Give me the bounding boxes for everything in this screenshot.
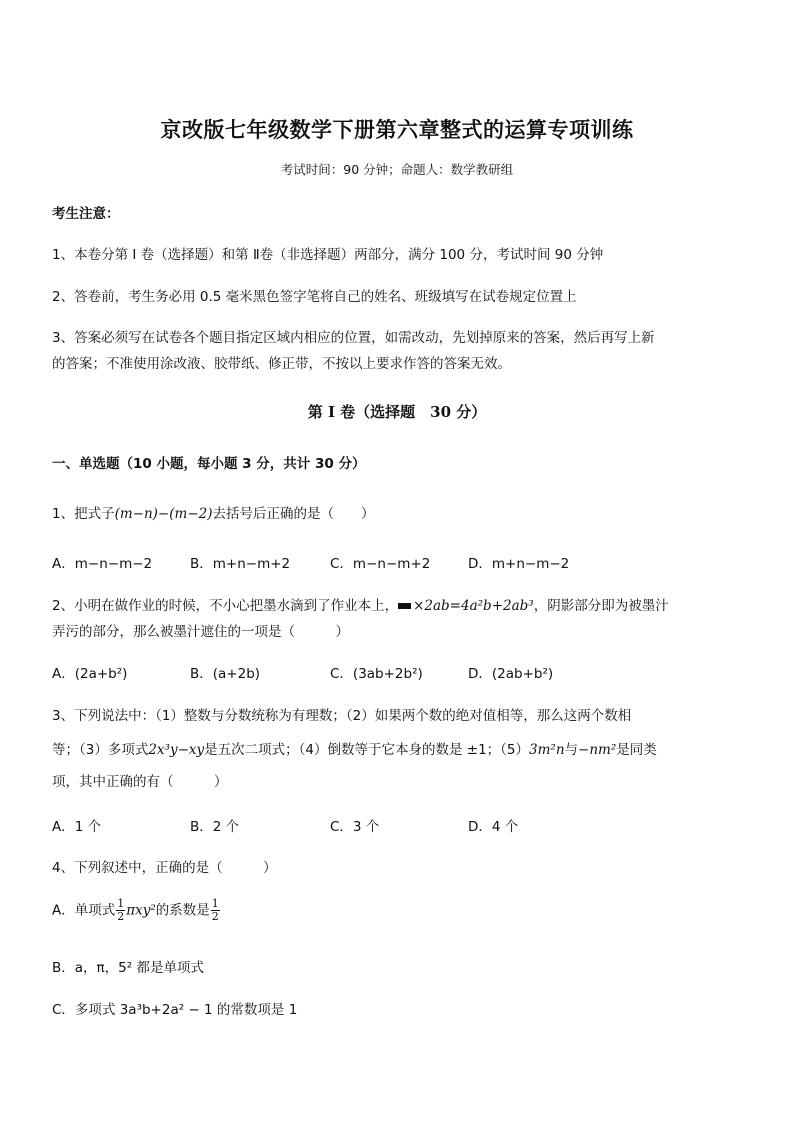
question-3-expression-3: −nm² xyxy=(578,742,617,758)
question-3-line-1: 3、下列说法中：（1）整数与分数统称为有理数；（2）如果两个数的绝对值相等，那么这两个数相 xyxy=(52,708,632,724)
question-2-option-d[interactable]: D．(2ab+b²) xyxy=(468,666,554,682)
question-1-option-c[interactable]: C．m−n−m+2 xyxy=(330,556,431,572)
notice-item-2: 2、答卷前，考生务必用 0.5 毫米黑色签字笔将自己的姓名、班级填写在试卷规定位置上 xyxy=(52,289,577,305)
question-3-expression-1: 2x³y−xy xyxy=(148,742,205,758)
question-3-option-c[interactable]: C．3 个 xyxy=(330,819,380,835)
notice-item-3: 3、答案必须写在试卷各个题目指定区域内相应的位置，如需改动，先划掉原来的答案，然后再写上新 xyxy=(52,330,655,346)
part-title: 一、单选题（10 小题，每小题 3 分，共计 30 分） xyxy=(52,456,366,472)
question-4-option-a-prefix: A．单项式 xyxy=(52,902,116,919)
question-2-line-2: 弄污的部分，那么被墨汁遮住的一项是（ ） xyxy=(52,624,349,640)
question-4-option-b[interactable]: B．a，π，5² 都是单项式 xyxy=(52,960,204,976)
question-2-option-a[interactable]: A．(2a+b²) xyxy=(52,666,128,682)
notice-heading: 考生注意： xyxy=(52,206,120,222)
question-1-prefix: 1、把式子 xyxy=(52,506,115,522)
question-1 xyxy=(52,502,374,522)
question-4-option-a-mid: 的系数是 xyxy=(155,902,210,919)
question-4-option-a-expression: πxy² xyxy=(126,902,156,919)
section-title: 第 I 卷（选择题 30 分） xyxy=(307,403,487,421)
question-2-option-c[interactable]: C．(3ab+2b²) xyxy=(330,666,423,682)
question-3-option-a[interactable]: A．1 个 xyxy=(52,819,102,835)
question-2-line-1 xyxy=(52,594,669,614)
question-4-option-c[interactable]: C．多项式 3a³b+2a² − 1 的常数项是 1 xyxy=(52,1002,298,1018)
question-2-option-b[interactable]: B．(a+2b) xyxy=(190,666,261,682)
notice-item-1: 1、本卷分第 I 卷（选择题）和第 Ⅱ卷（非选择题）两部分，满分 100 分，考试时间 90 分钟 xyxy=(52,247,604,263)
question-2-suffix: ，阴影部分即为被墨汁 xyxy=(533,598,669,614)
question-1-option-d[interactable]: D．m+n−m−2 xyxy=(468,556,570,572)
question-3-line-2 xyxy=(52,738,657,758)
question-3-text-a: 等；（3）多项式 xyxy=(52,742,149,758)
question-3-expression-2: 3m²n xyxy=(529,742,565,758)
ink-blot-icon xyxy=(398,603,411,609)
question-2-prefix: 2、小明在做作业的时候，不小心把墨水滴到了作业本上， xyxy=(52,598,399,614)
exam-info: 考试时间：90 分钟；命题人：数学教研组 xyxy=(280,162,514,177)
question-1-expression: (m−n)−(m−2) xyxy=(114,506,213,522)
question-3-text-b: 是五次二项式；（4）倒数等于它本身的数是 ±1；（5） xyxy=(204,742,530,758)
question-4-stem: 4、下列叙述中，正确的是（ ） xyxy=(52,860,277,876)
page-title: 京改版七年级数学下册第六章整式的运算专项训练 xyxy=(160,117,634,142)
question-4-option-a[interactable] xyxy=(52,898,221,923)
question-3-option-b[interactable]: B．2 个 xyxy=(190,819,240,835)
notice-item-3-cont: 的答案；不准使用涂改液、胶带纸、修正带，不按以上要求作答的答案无效。 xyxy=(52,356,511,372)
question-3-text-c: 与 xyxy=(564,742,579,758)
question-3-option-d[interactable]: D．4 个 xyxy=(468,819,519,835)
fraction-coefficient: $\frac{1}{2}$ xyxy=(117,897,125,923)
question-1-suffix: 去括号后正确的是（ ） xyxy=(212,506,375,522)
fraction-answer: $\frac{1}{2}$ xyxy=(211,897,219,923)
question-1-option-b[interactable]: B．m+n−m+2 xyxy=(190,556,291,572)
question-3-text-d: 是同类 xyxy=(616,742,657,758)
question-1-option-a[interactable]: A．m−n−m−2 xyxy=(52,556,153,572)
question-3-line-3: 项，其中正确的有（ ） xyxy=(52,774,228,790)
question-2-expression: ×2ab=4a²b+2ab³ xyxy=(413,598,534,614)
